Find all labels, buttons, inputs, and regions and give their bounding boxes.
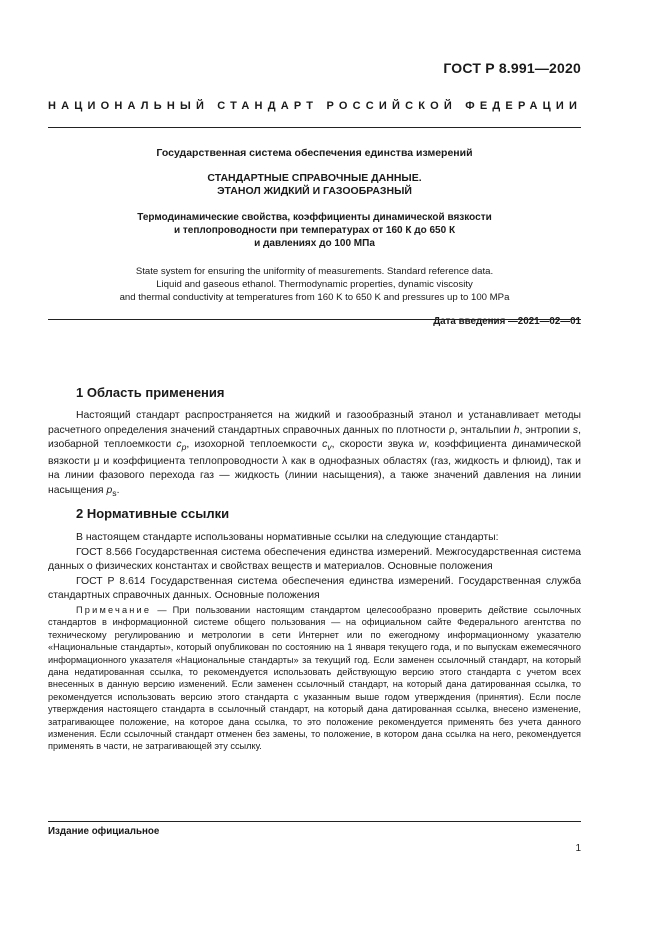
english-title-line: State system for ensuring the uniformity of measurements. Standard reference data.	[135, 266, 494, 277]
main-title-line: СТАНДАРТНЫЕ СПРАВОЧНЫЕ ДАННЫЕ.	[207, 172, 422, 184]
reference-item: ГОСТ 8.566 Государственная система обеспечения единства измерений. Межгосударственная система данных о физических константах и свойствах веществ и материалов. Основные положения	[48, 546, 581, 572]
references-intro: В настоящем стандарте использованы нормативные ссылки на следующие стандарты:	[76, 532, 499, 543]
publication-mark: Издание официальное	[48, 826, 160, 837]
references-note	[48, 604, 581, 753]
main-title-line: ЭТАНОЛ ЖИДКИЙ И ГАЗООБРАЗНЫЙ	[217, 185, 412, 197]
section-2-heading: 2 Нормативные ссылки	[76, 506, 230, 521]
footer-rule	[48, 821, 581, 822]
section-1-heading: 1 Область применения	[76, 385, 225, 400]
sub-title-line: и давлениях до 100 МПа	[254, 238, 375, 249]
sub-title-line: Термодинамические свойства, коэффициенты динамической вязкости	[137, 212, 492, 223]
note-text: — При пользовании настоящим стандартом целесообразно проверить действие ссылочных стандартов в информационной системе общего пользования — на официальном сайте Федерального агентства по техническому регулированию и метрологии в сети Интернет или по ежегодному информационному указателю «Национальные стандарты», который опубликован по состоянию на 1 января текущего года, и по выпускам ежемесячного информационного указателя «Национальные стандарты» за текущий год. Если заменен ссылочный стандарт, на который дана недатированная ссылка, то рекомендуется использовать действующую версию этого стандарта с учетом всех внесенных в данную версию изменений. Если заменен ссылочный стандарт, на который дана датированная ссылка, то рекомендуется использовать версию этого стандарта с указанным выше годом утверждения (принятия). Если после утверждения настоящего стандарта в ссылочный стандарт, на который дана датированная ссылка, внесено изменение, затрагивающее положение, на которое дана ссылка, то это положение рекомендуется применять без учета данного изменения. Если ссылочный стандарт отменен без замены, то положение, в котором дана ссылка на него, рекомендуется применять в части, не затрагивающей эту ссылку.	[48, 605, 581, 752]
document-number: ГОСТ Р 8.991—2020	[443, 60, 581, 76]
sub-title	[48, 211, 581, 250]
english-title-line: and thermal conductivity at temperatures from 160 K to 650 K and pressures up to 100 MPa	[119, 292, 510, 303]
standard-banner: НАЦИОНАЛЬНЫЙ СТАНДАРТ РОССИЙСКОЙ ФЕДЕРАЦИИ	[48, 100, 583, 112]
references-block	[48, 531, 581, 604]
reference-item: ГОСТ Р 8.614 Государственная система обеспечения единства измерений. Государственная служба стандартных справочных данных. Основные положения	[48, 575, 581, 601]
top-rule	[48, 127, 581, 128]
title-rule	[48, 319, 581, 320]
note-label: Примечание	[76, 605, 152, 615]
series-title: Государственная система обеспечения единства измерений	[156, 147, 473, 159]
page-number: 1	[575, 843, 581, 854]
english-title	[48, 265, 581, 304]
sub-title-line: и теплопроводности при температурах от 160 К до 650 К	[173, 225, 456, 236]
main-title	[48, 172, 581, 198]
introduction-date: Дата введения —2021—02—01	[433, 316, 581, 327]
english-title-line: Liquid and gaseous ethanol. Thermodynamic properties, dynamic viscosity	[156, 279, 473, 290]
scope-paragraph: Настоящий стандарт распространяется на жидкий и газообразный этанол и устанавливает методы расчетного определения значений стандартных справочных данных по плотности ρ, энтальпии h, энтропии s, изобарной теплоемкости $c_p$, изохорной теплоемкости $c_v$, скорости звука w, коэффициента динамической вязкости μ и коэффициента теплопроводности λ как в однофазных областях (газ, жидкость и флюид), так и на линии фазового перехода газ — жидкость (линии насыщения), а также значений давления на линии насыщения $p_s$.	[48, 410, 582, 498]
